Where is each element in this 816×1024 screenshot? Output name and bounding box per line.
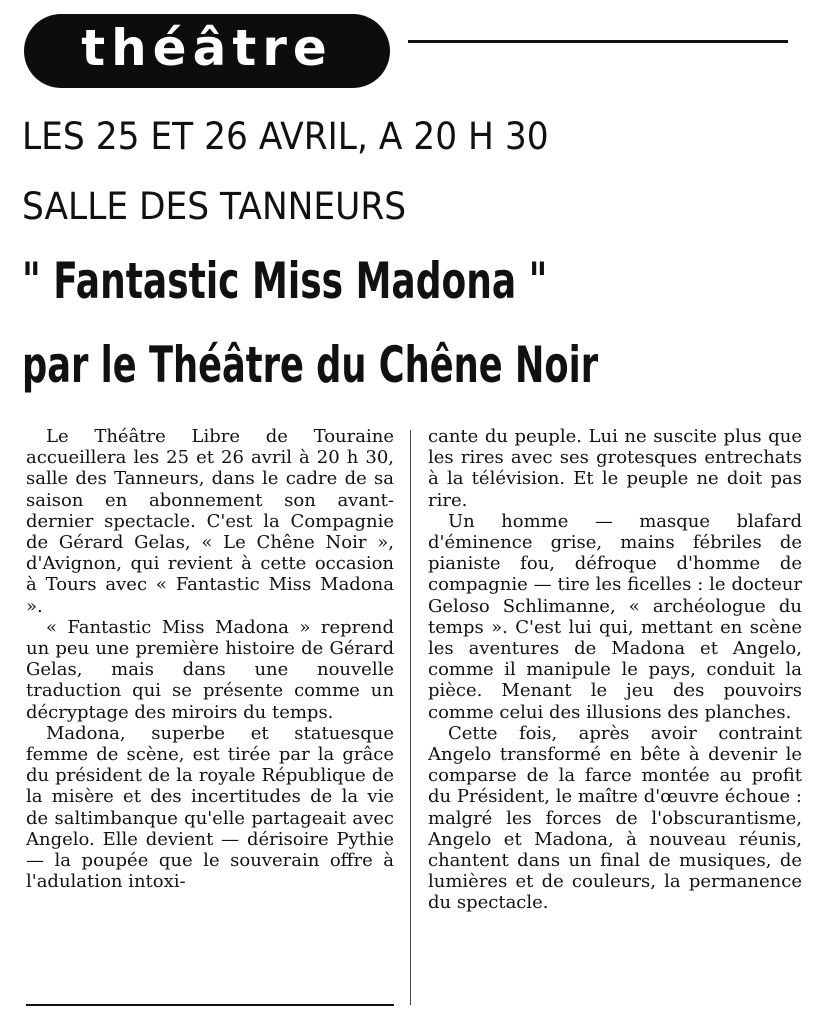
header-rule: [408, 40, 788, 43]
venue-line: SALLE DES TANNEURS: [22, 185, 407, 228]
date-line: LES 25 ET 26 AVRIL, A 20 H 30: [22, 115, 549, 158]
rubric-badge: [24, 14, 390, 88]
article-paragraph: Cette fois, après avoir contraint Angelo transformé en bête à devenir le comparse de la farce montée au profit du Président, le maître d'œuvre échoue : malgré les forces de l'obscurantisme, Angelo et Madona, à nouveau réunis, chantent dans un final de musiques, de lumières et de couleurs, la permanence du spectacle.: [428, 722, 802, 914]
article-paragraph: Un homme — masque blafard d'éminence grise, mains fébriles de pianiste fou, défroque d'homme de compagnie — tire les ficelles : le docteur Geloso Schlimanne, « archéologue du temps ». C'est lui qui, mettant en scène les aventures de Madona et Angelo, comme il manipule le pays, conduit la pièce. Menant le jeu des pouvoirs comme celui des illusions des planches.: [428, 510, 802, 723]
article-paragraph: Madona, superbe et statuesque femme de scène, est tirée par la grâce du président de la royale République de la misère et des incertitudes de la vie de saltimbanque qu'elle partageait avec Angelo. Elle devient — dérisoire Pythie — la poupée que le souverain offre à l'adulation intoxi-: [26, 722, 394, 893]
headline-subtitle: par le Théâtre du Chêne Noir: [22, 336, 599, 394]
rubric-label: théâtre: [81, 19, 333, 77]
headline-title: " Fantastic Miss Madona ": [22, 252, 548, 310]
article-paragraph: Le Théâtre Libre de Touraine accueillera les 25 et 26 avril à 20 h 30, salle des Tanneurs, dans le cadre de sa saison en abonnement son avant-dernier spectacle. C'est la Compagnie de Gérard Gelas, « Le Chêne Noir », d'Avignon, qui revient à cette occasion à Tours avec « Fantastic Miss Madona ».: [26, 426, 394, 617]
column-divider: [410, 430, 411, 1005]
article-paragraph: « Fantastic Miss Madona » reprend un peu une première histoire de Gérard Gelas, mais dans une nouvelle traduction qui se présente comme un décryptage des miroirs du temps.: [26, 616, 394, 723]
article-paragraph-continued: cante du peuple. Lui ne suscite plus que les rires avec ses grotesques entrechats à la télévision. Et le peuple ne doit pas rire.: [428, 426, 802, 511]
footer-rule: [26, 1004, 394, 1006]
article-column-left: [26, 426, 394, 892]
article-column-right: [428, 426, 802, 914]
